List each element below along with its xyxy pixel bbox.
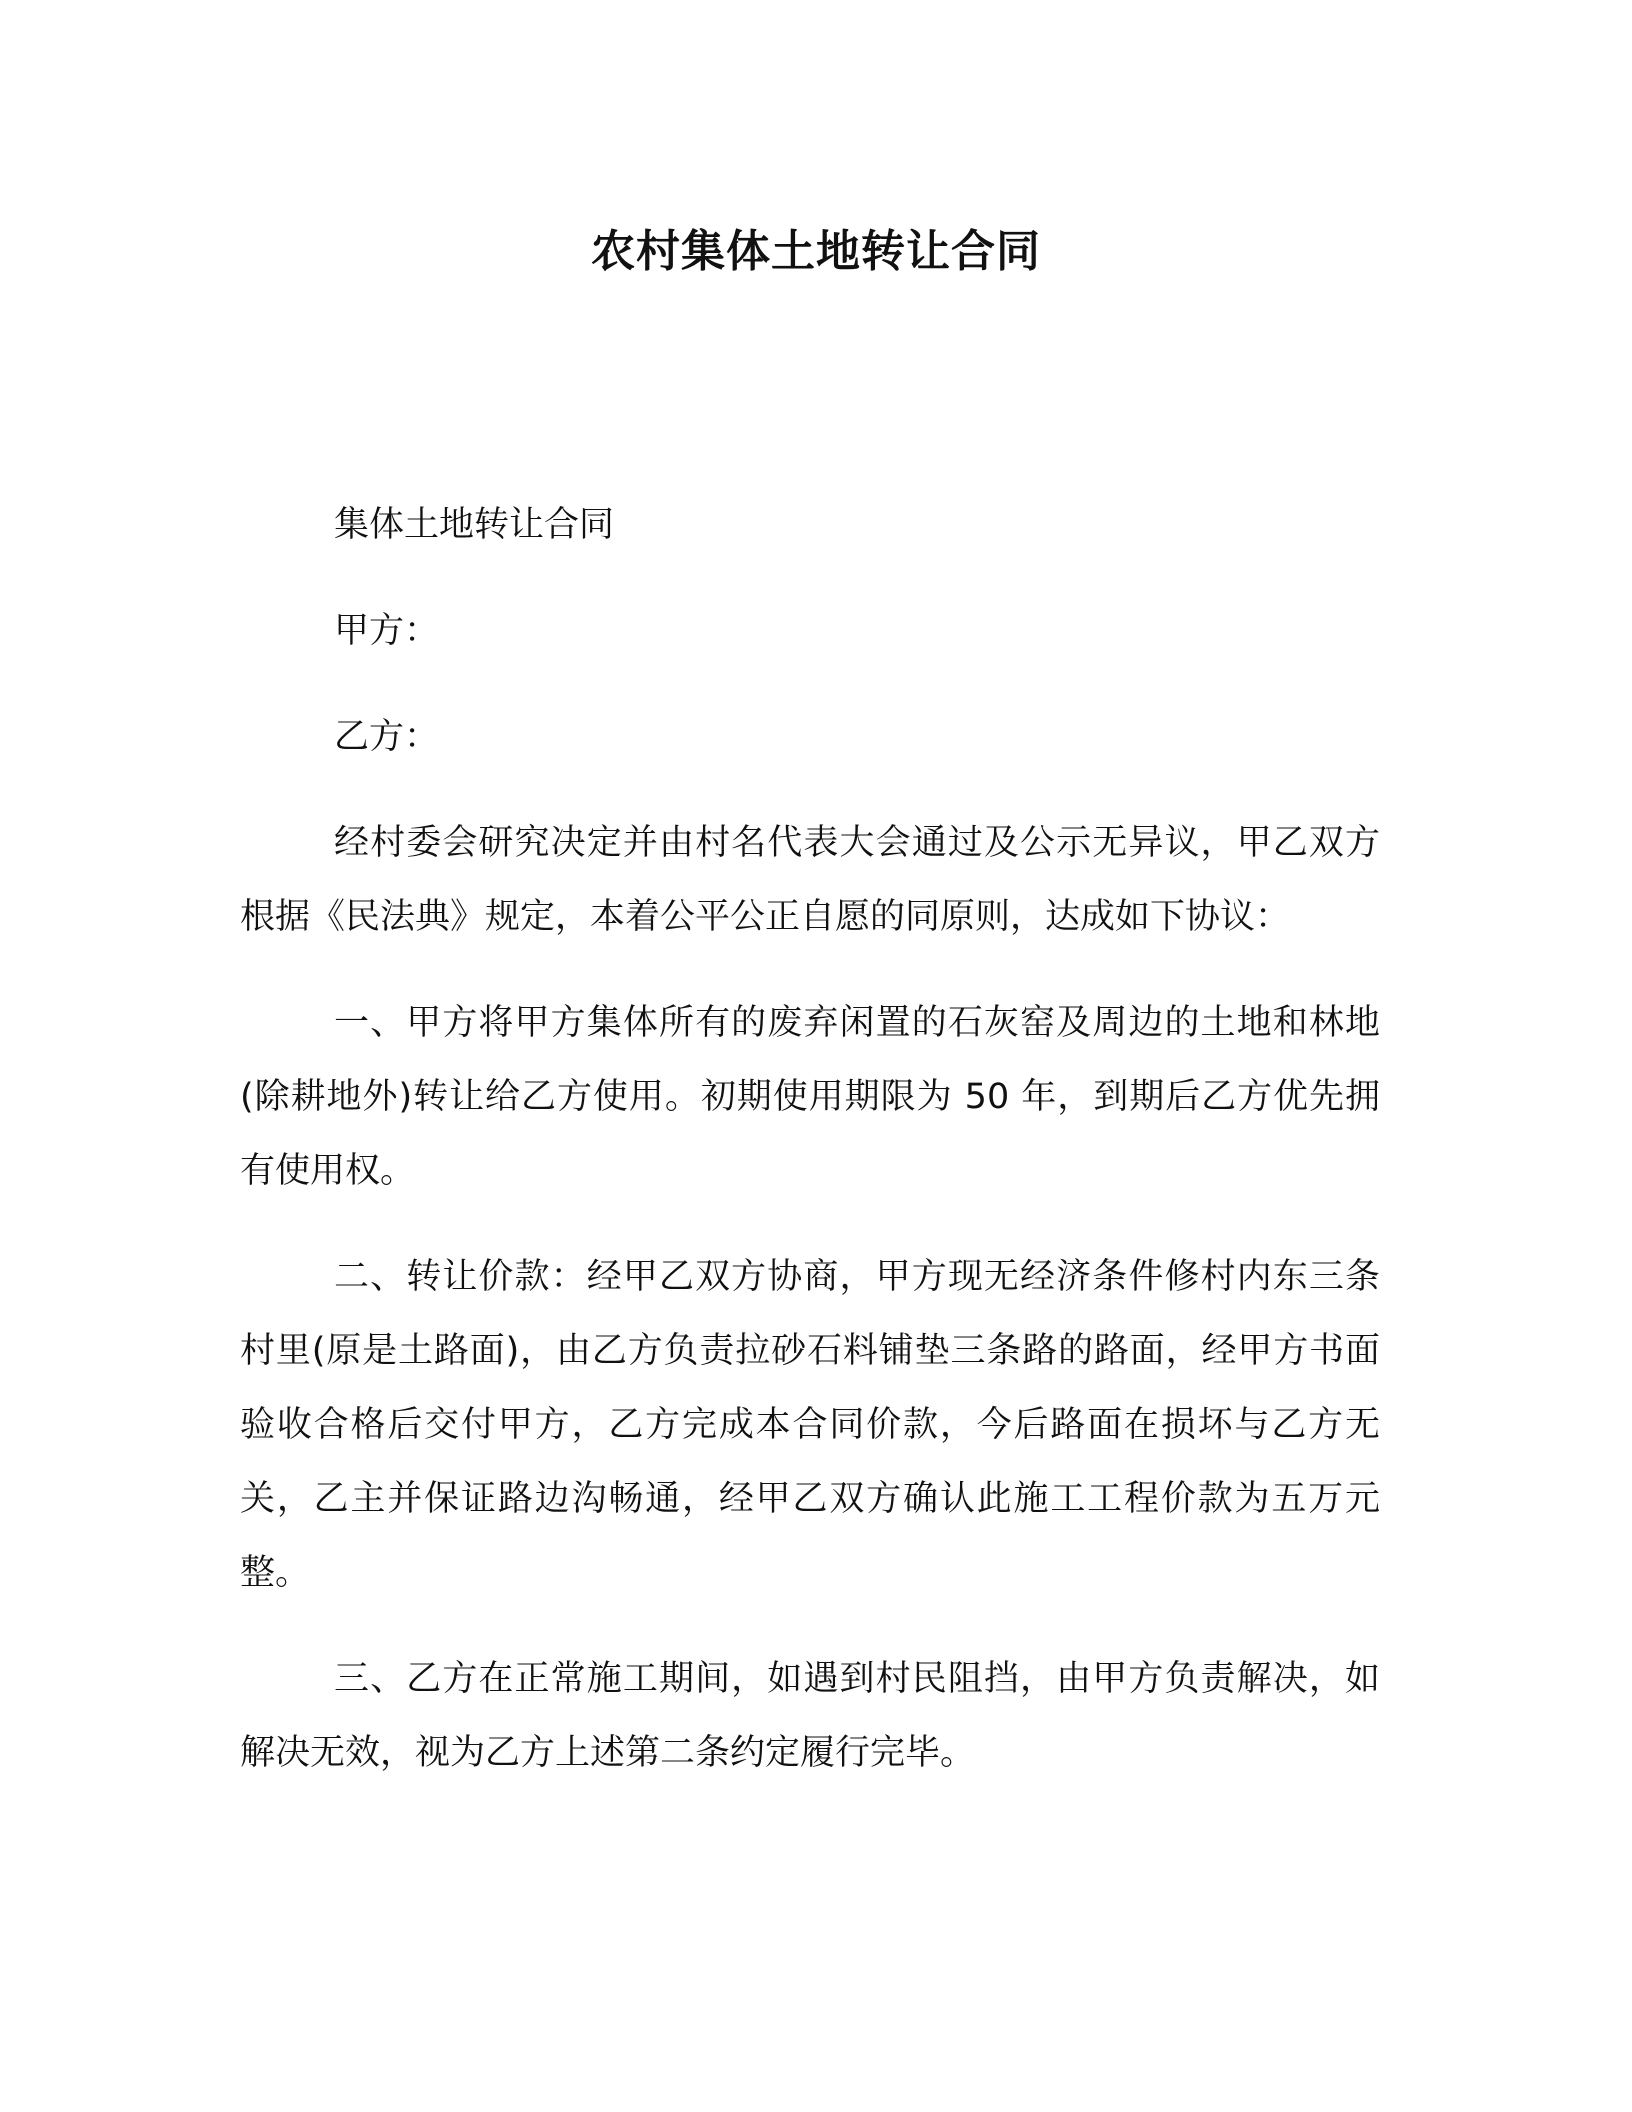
party-a-line: 甲方： [334, 611, 440, 651]
document-body [240, 488, 1380, 1822]
clause-one-paragraph: 一、甲方将甲方集体所有的废弃闲置的石灰窑及周边的土地和林地(除耕地外)转让给乙方使用。初期使用期限为 50 年，到期后乙方优先拥有使用权。 [240, 1003, 1380, 1191]
party-b-line: 乙方： [334, 717, 440, 757]
subtitle-paragraph: 集体土地转让合同 [334, 505, 615, 545]
clause-two-paragraph: 二、转让价款：经甲乙双方协商，甲方现无经济条件修村内东三条村里(原是土路面)，由乙方负责拉砂石料铺垫三条路的路面，经甲方书面验收合格后交付甲方，乙方完成本合同价款，今后路面在损坏与乙方无关，乙主并保证路边沟畅通，经甲乙双方确认此施工工程价款为五万元整。 [240, 1257, 1380, 1593]
document-title: 农村集体土地转让合同 [591, 226, 1041, 277]
preamble-paragraph: 经村委会研究决定并由村名代表大会通过及公示无异议，甲乙双方根据《民法典》规定，本着公平公正自愿的同原则，达成如下协议： [240, 823, 1380, 937]
clause-three-paragraph: 三、乙方在正常施工期间，如遇到村民阻挡，由甲方负责解决，如解决无效，视为乙方上述第二条约定履行完毕。 [240, 1659, 1380, 1773]
